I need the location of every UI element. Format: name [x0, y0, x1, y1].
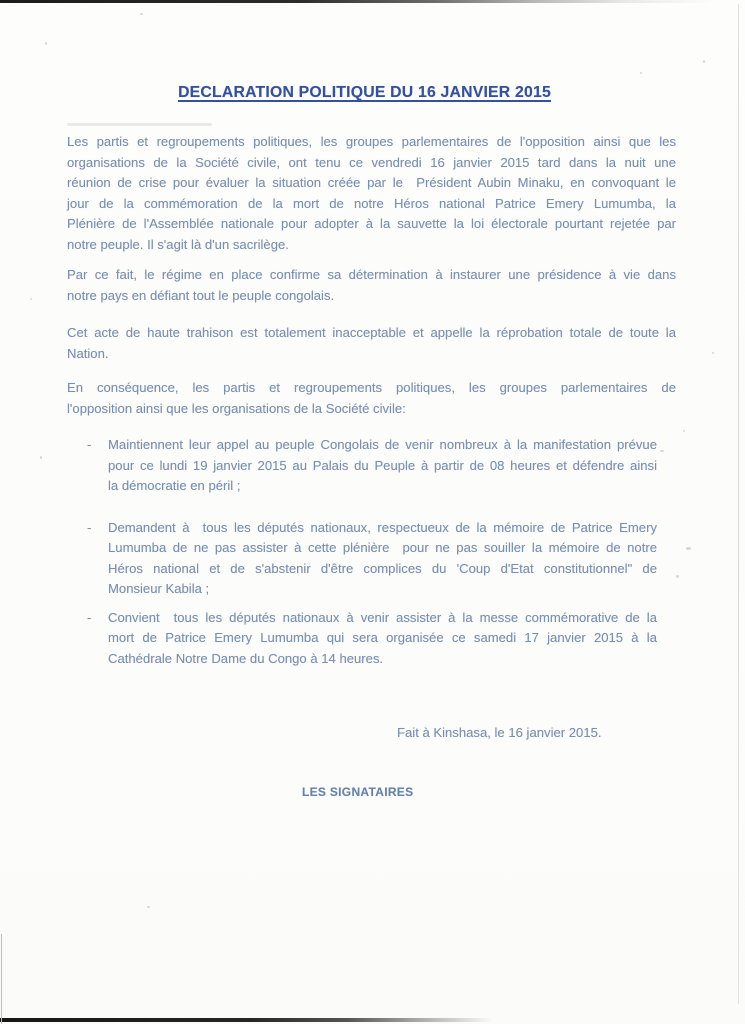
scan-artifact-bottom-edge [0, 1018, 560, 1022]
scan-speck [30, 298, 32, 300]
scan-smear [67, 123, 212, 126]
bullet-line: Convient tous les députés nationaux à venir assister à la messe commémorative de la [108, 609, 657, 625]
scan-speck [45, 42, 47, 45]
bullet-line: Maintiennent leur appel au peuple Congolais de venir nombreux à la manifestation prévue [108, 437, 657, 452]
scan-speck [683, 430, 685, 432]
scan-artifact-right-edge [738, 4, 739, 1004]
scan-artifact-top-edge [0, 0, 745, 3]
scan-speck [676, 575, 679, 578]
bullet-item-manifestation [67, 435, 676, 497]
paragraph-line: réunion de crise pour évaluer la situation créée par le Président Aubin Minaku, en convoquant le [67, 175, 676, 190]
paragraph-line: notre peuple. Il s'agit là d'un sacrilège. [67, 236, 289, 252]
paragraph-line: Nation. [67, 345, 109, 361]
bullet-line: la démocratie en péril ; [108, 478, 241, 493]
bullet-line: Cathédrale Notre Dame du Congo à 14 heures. [108, 650, 384, 666]
bullet-line: Demandent à tous les députés nationaux, respectueux de la mémoire de Patrice Emery [108, 519, 657, 535]
bullet-line: mort de Patrice Emery Lumumba qui sera organisée ce samedi 17 janvier 2015 à la [108, 630, 657, 645]
signature-heading [67, 782, 676, 803]
bullet-text [108, 608, 657, 670]
paragraph-line: notre pays en défiant tout le peuple congolais. [67, 287, 335, 303]
paragraph-line: l'opposition ainsi que les organisations de la Société civile: [67, 400, 406, 416]
scan-speck [686, 547, 691, 550]
scan-speck [660, 450, 664, 452]
paragraph-trahison [67, 323, 676, 364]
scan-speck [703, 60, 705, 63]
bullet-line: Héros national et de s'abstenir d'être complices du 'Coup d'Etat constitutionnel" de [108, 560, 657, 576]
bullet-dash: - [87, 437, 92, 452]
paragraph-intro [67, 132, 676, 255]
scan-speck [140, 13, 143, 15]
closing-dateline [67, 723, 676, 744]
paragraph-line: Par ce fait, le régime en place confirme sa détermination à instaurer une présidence à vie dans [67, 267, 676, 282]
bullet-item-deputes [67, 518, 676, 600]
bullet-line: Lumumba de ne pas assister à cette plénière pour ne pas souiller la mémoire de notre [108, 540, 657, 555]
bullet-item-messe [67, 608, 676, 670]
closing-text: Fait à Kinshasa, le 16 janvier 2015. [397, 725, 602, 740]
bullet-dash: - [87, 609, 92, 625]
bullet-line: pour ce lundi 19 janvier 2015 au Palais du Peuple à partir de 08 heures et défendre ainsi [108, 457, 657, 473]
paragraph-line: organisations de la Société civile, ont tenu ce vendredi 16 janvier 2015 tard dans la nuit une [67, 154, 676, 170]
scan-speck [147, 906, 150, 908]
paragraph-regime [67, 265, 676, 306]
paragraph-line: Plénière de l'Assemblée nationale pour adopter à la sauvette la loi électorale pourtant rejetée par [67, 216, 676, 231]
paragraph-line: En conséquence, les partis et regroupements politiques, les groupes parlementaires de [67, 380, 676, 395]
scan-speck [40, 456, 42, 459]
bullet-dash: - [87, 519, 92, 535]
signature-text: LES SIGNATAIRES [302, 784, 414, 799]
bullet-text [108, 518, 657, 600]
scan-artifact-left-edge [1, 934, 2, 1024]
paragraph-consequence [67, 378, 676, 419]
document-title: DECLARATION POLITIQUE DU 16 JANVIER 2015 [178, 84, 551, 101]
bullet-list [67, 435, 676, 669]
bullet-text [108, 435, 657, 497]
bullet-line: Monsieur Kabila ; [108, 581, 210, 596]
scan-speck [712, 352, 714, 354]
paragraph-line: Cet acte de haute trahison est totalement inacceptable et appelle la réprobation totale de toute la [67, 325, 676, 340]
paragraph-line: jour de la commémoration de la mort de notre Héros national Patrice Emery Lumumba, la [67, 195, 676, 211]
paragraph-line: Les partis et regroupements politiques, les groupes parlementaires de l'opposition ainsi que les [67, 134, 676, 149]
scan-speck [640, 72, 642, 74]
